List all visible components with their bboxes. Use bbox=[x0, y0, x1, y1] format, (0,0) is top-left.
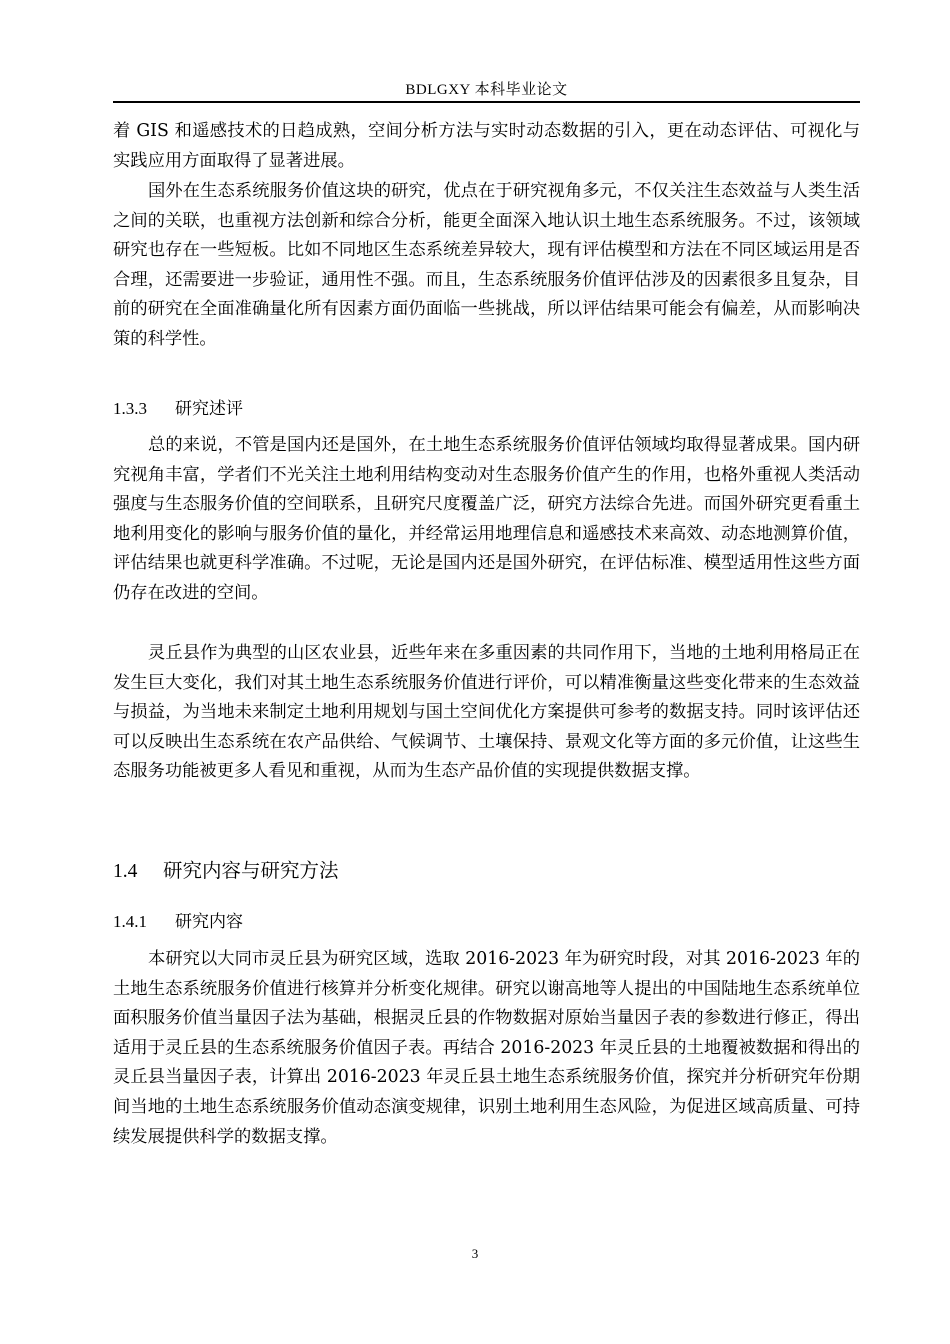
header-rule bbox=[113, 101, 860, 103]
section-number: 1.4.1 bbox=[113, 912, 147, 931]
page-number: 3 bbox=[471, 1246, 479, 1261]
section-title: 研究内容 bbox=[175, 912, 243, 932]
section-heading-1-3-3 bbox=[113, 394, 243, 419]
section-title: 研究述评 bbox=[175, 399, 243, 419]
paragraph-review-summary: 总的来说，不管是国内还是国外，在土地生态系统服务价值评估领域均取得显著成果。国内研究视角丰富，学者们不光关注土地利用结构变动对生态服务价值产生的作用，也格外重视人类活动强度与生态服务价值的空间联系，且研究尺度覆盖广泛，研究方法综合先进。而国外研究更看重土地利用变化的影响与服务价值的量化，并经常运用地理信息和遥感技术来高效、动态地测算价值，评估结果也就更科学准确。不过呢，无论是国内还是国外研究，在评估标准、模型适用性这些方面仍存在改进的空间。 bbox=[113, 435, 860, 603]
section-number: 1.4 bbox=[113, 861, 138, 882]
section-number: 1.3.3 bbox=[113, 399, 147, 418]
paragraph-continuation: 着 GIS 和遥感技术的日趋成熟，空间分析方法与实时动态数据的引入，更在动态评估、可视化与实践应用方面取得了显著进展。 bbox=[113, 121, 860, 171]
section-heading-1-4-1 bbox=[113, 907, 243, 932]
paragraph-lingqiu-significance: 灵丘县作为典型的山区农业县，近些年来在多重因素的共同作用下，当地的土地利用格局正在发生巨大变化，我们对其土地生态系统服务价值进行评价，可以精准衡量这些变化带来的生态效益与损益，为当地未来制定土地利用规划与国土空间优化方案提供可参考的数据支持。同时该评估还可以反映出生态系统在农产品供给、气候调节、土壤保持、景观文化等方面的多元价值，让这些生态服务功能被更多人看见和重视，从而为生态产品价值的实现提供数据支撑。 bbox=[113, 643, 860, 782]
running-header: BDLGXY 本科毕业论文 bbox=[405, 82, 568, 98]
paragraph-foreign-research: 国外在生态系统服务价值这块的研究，优点在于研究视角多元，不仅关注生态效益与人类生活之间的关联，也重视方法创新和综合分析，能更全面深入地认识土地生态系统服务。不过，该领域研究也存在一些短板。比如不同地区生态系统差异较大，现有评估模型和方法在不同区域运用是否合理，还需要进一步验证，通用性不强。而且，生态系统服务价值评估涉及的因素很多且复杂，目前的研究在全面准确量化所有因素方面仍面临一些挑战，所以评估结果可能会有偏差，从而影响决策的科学性。 bbox=[113, 181, 860, 349]
paragraph-research-content: 本研究以大同市灵丘县为研究区域，选取 2016-2023 年为研究时段，对其 2016-2023 年的土地生态系统服务价值进行核算并分析变化规律。研究以谢高地等人提出的中国陆地生态系统单位面积服务价值当量因子法为基础，根据灵丘县的作物数据对原始当量因子表的参数进行修正，得出适用于灵丘县的生态系统服务价值因子表。再结合 2016-2023 年灵丘县的土地覆被数据和得出的灵丘县当量因子表，计算出 2016-2023 年灵丘县土地生态系统服务价值，探究并分析研究年份期间当地的土地生态系统服务价值动态演变规律，识别土地利用生态风险，为促进区域高质量、可持续发展提供科学的数据支撑。 bbox=[113, 949, 860, 1147]
section-title: 研究内容与研究方法 bbox=[163, 859, 339, 882]
section-heading-1-4 bbox=[113, 855, 339, 883]
